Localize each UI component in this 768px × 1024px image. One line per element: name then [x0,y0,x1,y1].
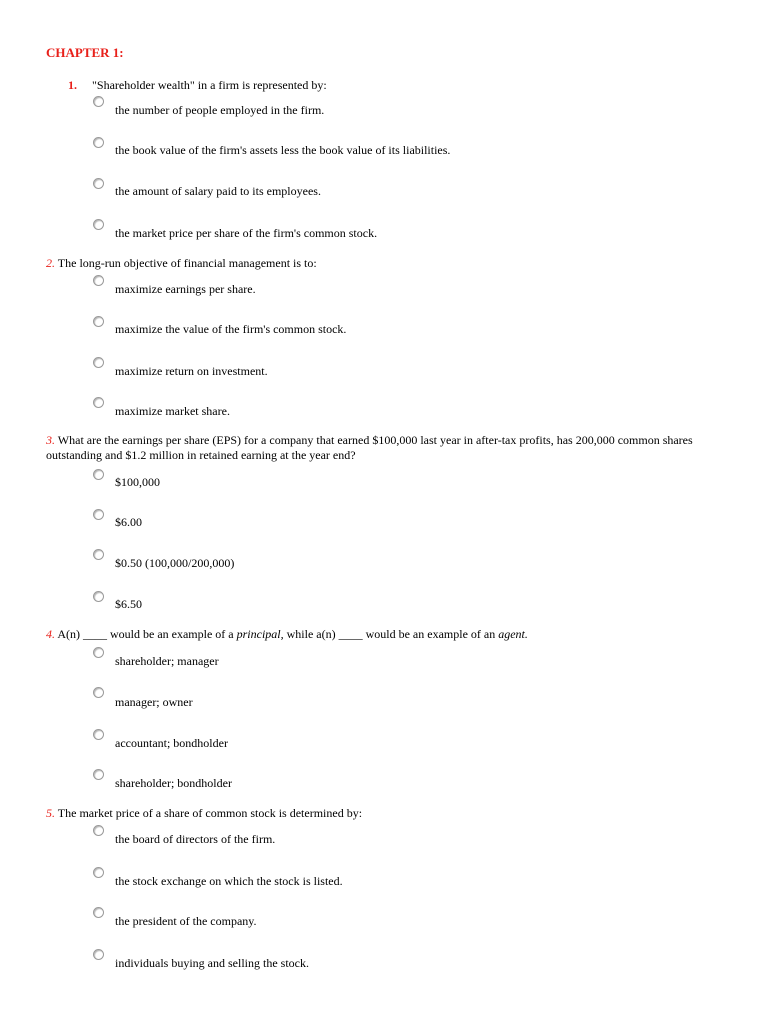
answer-option: the amount of salary paid to its employees. [115,184,321,198]
answer-option: the board of directors of the firm. [115,832,276,846]
question-number: 1. [68,78,77,92]
answer-option: $6.00 [115,515,142,529]
radio-button[interactable] [93,949,104,960]
answer-option: $100,000 [115,475,160,489]
radio-button[interactable] [93,867,104,878]
question-3 [46,433,736,463]
question-text: The long-run objective of financial management is to: [57,256,317,270]
question-text: "Shareholder wealth" in a firm is represented by: [92,78,327,92]
radio-button[interactable] [93,137,104,148]
radio-button[interactable] [93,316,104,327]
answer-option: the market price per share of the firm's common stock. [115,226,378,240]
question-4 [46,627,528,642]
answer-option: shareholder; manager [115,654,219,668]
answer-option: maximize earnings per share. [115,282,256,296]
answer-option: maximize the value of the firm's common stock. [115,322,347,336]
radio-button[interactable] [93,178,104,189]
radio-button[interactable] [93,907,104,918]
question-text: The market price of a share of common stock is determined by: [57,806,363,820]
question-number: 5. [46,806,55,820]
radio-button[interactable] [93,469,104,480]
radio-button[interactable] [93,687,104,698]
answer-option: maximize return on investment. [115,364,268,378]
question-2 [46,256,317,271]
answer-option: individuals buying and selling the stock. [115,956,309,970]
question-number: 4. [46,627,55,641]
radio-button[interactable] [93,647,104,658]
answer-option: the book value of the firm's assets less the book value of its liabilities. [115,143,451,157]
radio-button[interactable] [93,219,104,230]
question-5 [46,806,362,821]
radio-button[interactable] [93,96,104,107]
chapter-heading: CHAPTER 1: [46,45,124,60]
radio-button[interactable] [93,275,104,286]
radio-button[interactable] [93,769,104,780]
radio-button[interactable] [93,397,104,408]
question-1 [68,78,327,93]
answer-option: maximize market share. [115,404,230,418]
radio-button[interactable] [93,591,104,602]
answer-option: $0.50 (100,000/200,000) [115,556,235,570]
question-number: 3. [46,433,55,447]
question-text-italic: agent. [498,627,528,641]
radio-button[interactable] [93,549,104,560]
answer-option: the stock exchange on which the stock is listed. [115,874,343,888]
question-text-part: A(n) ____ would be an example of a [57,627,234,641]
radio-button[interactable] [93,825,104,836]
question-text-italic: principal, [236,627,284,641]
radio-button[interactable] [93,729,104,740]
answer-option: shareholder; bondholder [115,776,232,790]
question-text: What are the earnings per share (EPS) for a company that earned $100,000 last year in after-tax profits, has 200,000 common shares outstanding and $1.2 million in retained earning at the year end? [46,433,693,462]
answer-option: the president of the company. [115,914,257,928]
radio-button[interactable] [93,357,104,368]
question-number: 2. [46,256,55,270]
radio-button[interactable] [93,509,104,520]
answer-option: manager; owner [115,695,193,709]
answer-option: $6.50 [115,597,142,611]
answer-option: the number of people employed in the firm. [115,103,325,117]
question-text-part: while a(n) ____ would be an example of an [286,627,496,641]
answer-option: accountant; bondholder [115,736,228,750]
